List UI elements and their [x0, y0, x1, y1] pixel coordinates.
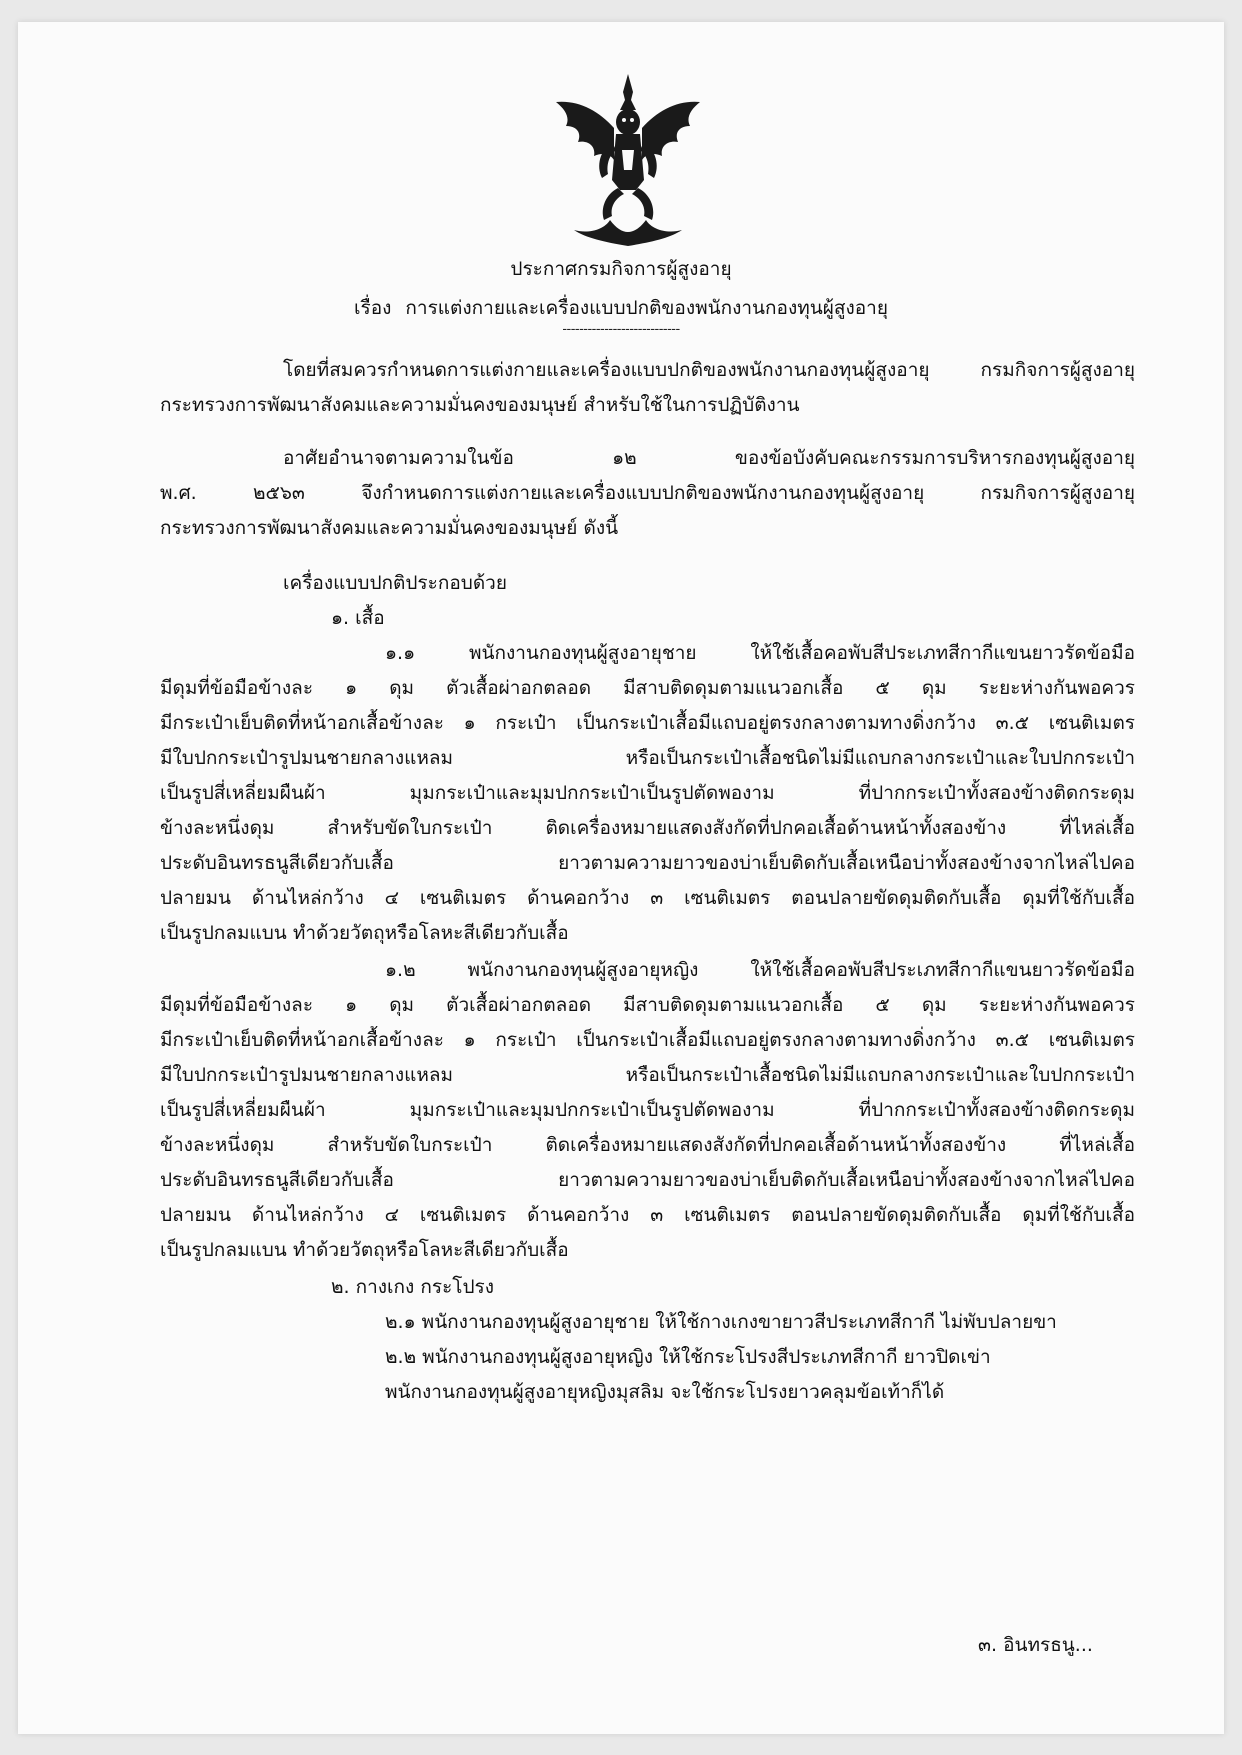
- subject-text: การแต่งกายและเครื่องแบบปกติของพนักงานกองทุนผู้สูงอายุ: [405, 297, 888, 319]
- item1-1-line-9: เป็นรูปกลมแบน ทำด้วยวัตถุหรือโลหะสีเดียวกับเสื้อ: [160, 922, 569, 944]
- item1-1-line-1: ๑.๑ พนักงานกองทุนผู้สูงอายุชาย ให้ใช้เสื้อคอพับสีประเภทสีกากีแขนยาวรัดข้อมือ: [385, 642, 1135, 664]
- para2-line-2: พ.ศ. ๒๕๖๓ จึงกำหนดการแต่งกายและเครื่องแบบปกติของพนักงานกองทุนผู้สูงอายุ กรมกิจการผู้สูงอายุ: [160, 482, 1135, 504]
- item1-heading: ๑. เสื้อ: [331, 607, 385, 629]
- item1-2-line-3: มีกระเป๋าเย็บติดที่หน้าอกเสื้อข้างละ ๑ กระเป๋า เป็นกระเป๋าเสื้อมีแถบอยู่ตรงกลางตามทางดิ่งกว้าง ๓.๕ เซนติเมตร: [160, 1029, 1135, 1051]
- document-page: [18, 22, 1224, 1734]
- item1-1-line-2: มีดุมที่ข้อมือข้างละ ๑ ดุม ตัวเสื้อผ่าอกตลอด มีสาบติดดุมตามแนวอกเสื้อ ๕ ดุม ระยะห่างกันพอควร: [160, 677, 1135, 699]
- item1-2-line-1: ๑.๒ พนักงานกองทุนผู้สูงอายุหญิง ให้ใช้เสื้อคอพับสีประเภทสีกากีแขนยาวรัดข้อมือ: [385, 959, 1135, 981]
- item1-2-line-6: ข้างละหนึ่งดุม สำหรับขัดใบกระเป๋า ติดเครื่องหมายแสดงสังกัดที่ปกคอเสื้อด้านหน้าทั้งสองข้าง ที่ไหล่เสื้อ: [160, 1134, 1135, 1156]
- para2-line-1: อาศัยอำนาจตามความในข้อ ๑๒ ของข้อบังคับคณะกรรมการบริหารกองทุนผู้สูงอายุ: [283, 447, 1135, 469]
- item2-2-line-1: ๒.๒ พนักงานกองทุนผู้สูงอายุหญิง ให้ใช้กระโปรงสีประเภทสีกากี ยาวปิดเข่า: [385, 1346, 991, 1368]
- item1-2-line-9: เป็นรูปกลมแบน ทำด้วยวัตถุหรือโลหะสีเดียวกับเสื้อ: [160, 1239, 569, 1261]
- announcement-subject: [18, 294, 1224, 322]
- item1-1-line-3: มีกระเป๋าเย็บติดที่หน้าอกเสื้อข้างละ ๑ กระเป๋า เป็นกระเป๋าเสื้อมีแถบอยู่ตรงกลางตามทางดิ่งกว้าง ๓.๕ เซนติเมตร: [160, 712, 1135, 734]
- item2-2-line-2: พนักงานกองทุนผู้สูงอายุหญิงมุสลิม จะใช้กระโปรงยาวคลุมข้อเท้าก็ได้: [385, 1381, 945, 1403]
- continuation-marker: ๓. อินทรธนู...: [978, 1634, 1093, 1656]
- item1-1-line-4: มีใบปกกระเป๋ารูปมนชายกลางแหลม หรือเป็นกระเป๋าเสื้อชนิดไม่มีแถบกลางกระเป๋าและใบปกกระเป๋า: [160, 747, 1135, 769]
- item1-2-line-8: ปลายมน ด้านไหล่กว้าง ๔ เซนติเมตร ด้านคอกว้าง ๓ เซนติเมตร ตอนปลายขัดดุมติดกับเสื้อ ดุมที่ใช้กับเสื้อ: [160, 1204, 1135, 1226]
- item1-2-line-7: ประดับอินทรธนูสีเดียวกับเสื้อ ยาวตามความยาวของบ่าเย็บติดกับเสื้อเหนือบ่าทั้งสองข้างจากไหล่ไปคอ: [160, 1169, 1135, 1191]
- item1-1-line-7: ประดับอินทรธนูสีเดียวกับเสื้อ ยาวตามความยาวของบ่าเย็บติดกับเสื้อเหนือบ่าทั้งสองข้างจากไหล่ไปคอ: [160, 852, 1135, 874]
- para1-line-1: โดยที่สมควรกำหนดการแต่งกายและเครื่องแบบปกติของพนักงานกองทุนผู้สูงอายุ กรมกิจการผู้สูงอายุ: [283, 359, 1135, 381]
- item2-heading: ๒. กางเกง กระโปรง: [331, 1276, 495, 1298]
- item2-1-text: ๒.๑ พนักงานกองทุนผู้สูงอายุชาย ให้ใช้กางเกงขายาวสีประเภทสีกากี ไม่พับปลายขา: [385, 1311, 1057, 1333]
- item1-1-line-6: ข้างละหนึ่งดุม สำหรับขัดใบกระเป๋า ติดเครื่องหมายแสดงสังกัดที่ปกคอเสื้อด้านหน้าทั้งสองข้าง ที่ไหล่เสื้อ: [160, 817, 1135, 839]
- subject-prefix: เรื่อง: [354, 297, 392, 319]
- item1-1-line-5: เป็นรูปสี่เหลี่ยมผืนผ้า มุมกระเป๋าและมุมปกกระเป๋าเป็นรูปตัดพองาม ที่ปากกระเป๋าทั้งสองข้างติดกระดุม: [160, 782, 1135, 804]
- item1-1-line-8: ปลายมน ด้านไหล่กว้าง ๔ เซนติเมตร ด้านคอกว้าง ๓ เซนติเมตร ตอนปลายขัดดุมติดกับเสื้อ ดุมที่ใช้กับเสื้อ: [160, 887, 1135, 909]
- uniform-intro: เครื่องแบบปกติประกอบด้วย: [283, 572, 507, 594]
- para2-line-3: กระทรวงการพัฒนาสังคมและความมั่นคงของมนุษย์ ดังนี้: [160, 517, 619, 539]
- item1-2-line-2: มีดุมที่ข้อมือข้างละ ๑ ดุม ตัวเสื้อผ่าอกตลอด มีสาบติดดุมตามแนวอกเสื้อ ๕ ดุม ระยะห่างกันพอควร: [160, 994, 1135, 1016]
- garuda-emblem-icon: [548, 70, 708, 250]
- para1-line-2: กระทรวงการพัฒนาสังคมและความมั่นคงของมนุษย์ สำหรับใช้ในการปฏิบัติงาน: [160, 394, 800, 416]
- item1-2-line-4: มีใบปกกระเป๋ารูปมนชายกลางแหลม หรือเป็นกระเป๋าเสื้อชนิดไม่มีแถบกลางกระเป๋าและใบปกกระเป๋า: [160, 1064, 1135, 1086]
- title-separator: ----------------------------: [562, 322, 680, 337]
- item1-2-line-5: เป็นรูปสี่เหลี่ยมผืนผ้า มุมกระเป๋าและมุมปกกระเป๋าเป็นรูปตัดพองาม ที่ปากกระเป๋าทั้งสองข้างติดกระดุม: [160, 1099, 1135, 1121]
- announcement-title: ประกาศกรมกิจการผู้สูงอายุ: [510, 258, 732, 280]
